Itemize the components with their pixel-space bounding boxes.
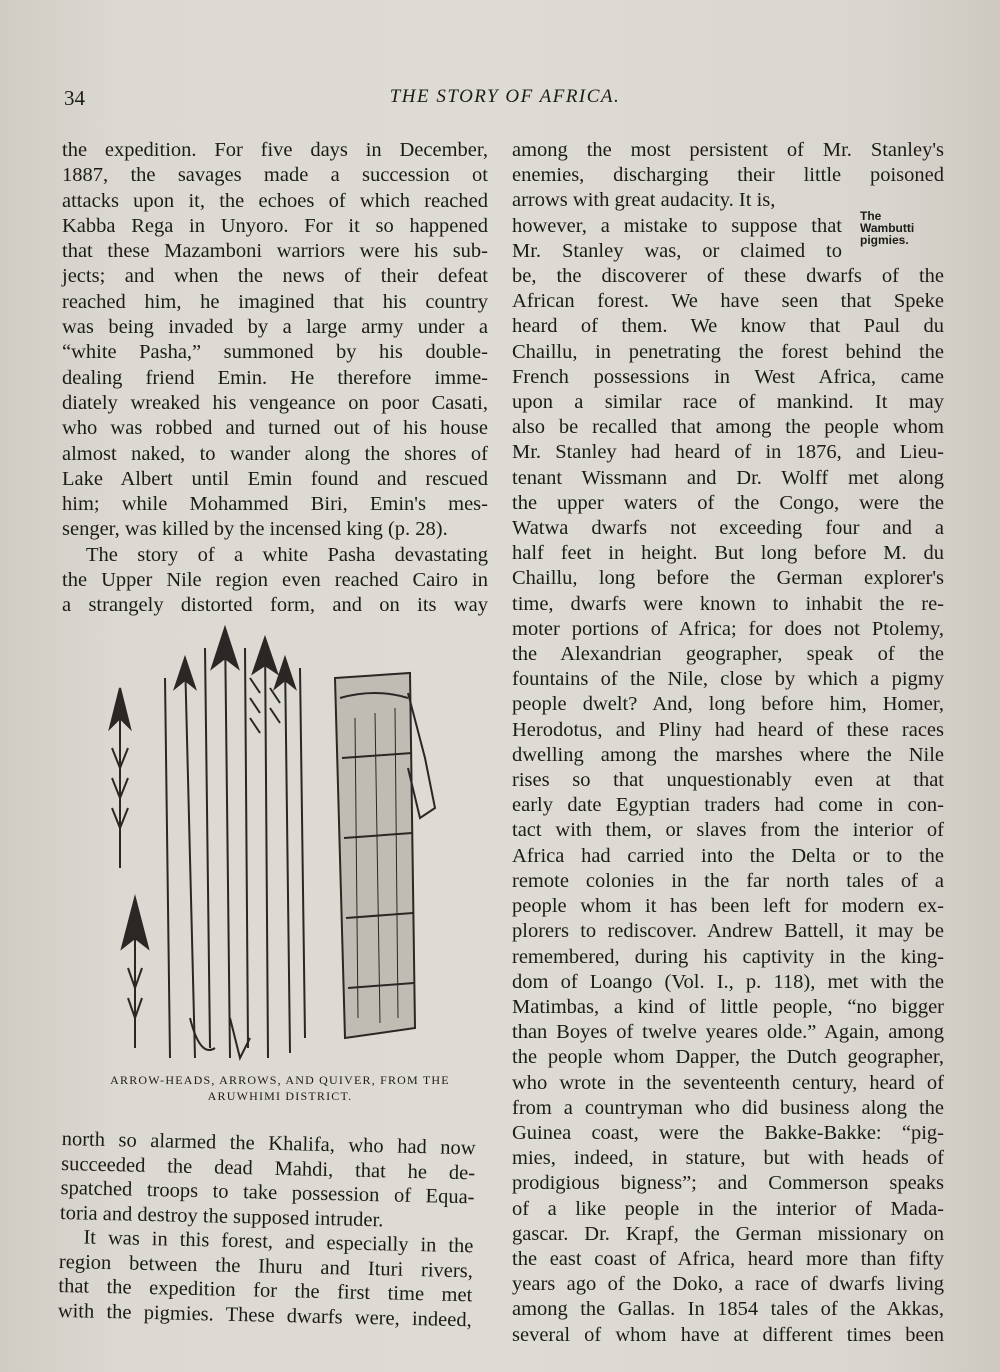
page-number: 34 [64,86,85,110]
text-line: Matimbas, a kind of little people, “no bigger [512,995,944,1018]
left-column-top [62,138,488,619]
text-line: who was robbed and turned out of his house [62,417,488,440]
text-line: of a like people in the interior of Mada- [512,1197,944,1220]
text-line: moter portions of Africa; for does not Ptolemy, [512,617,944,640]
text-line: however, a mistake to suppose that [512,214,842,237]
text-line: was being invaded by a large army under a [62,316,488,339]
text-line: among the most persistent of Mr. Stanley's [512,139,944,161]
text-line: Chaillu, long before the German explorer's [512,567,944,590]
text-line: years ago of the Doko, a race of dwarfs living [512,1273,944,1296]
text-line: senger, was killed by the incensed king (p. 28). [62,518,448,541]
text-line: tact with them, or slaves from the interior of [512,819,944,842]
text-line: than Boyes of twelve yeares olde.” Again, among [512,1021,944,1044]
text-line: among the Gallas. In 1854 tales of the Akkas, [512,1298,944,1321]
text-line: Chaillu, in penetrating the forest behind the [512,340,944,363]
text-line: Mr. Stanley was, or claimed to [512,239,842,262]
text-line: early date Egyptian traders had come in con- [512,794,944,817]
text-line: arrows with great audacity. It is, [512,189,776,212]
text-line: remembered, during his captivity in the king- [512,945,944,968]
text-line: the Upper Nile region even reached Cairo in [62,569,488,592]
text-line: dwelling among the marshes where the Nile [512,743,944,766]
text-line: also be recalled that among the people whom [512,416,944,439]
text-line: several of whom have at different times been [512,1323,944,1346]
text-line: almost naked, to wander along the shores of [62,442,488,465]
text-line: rises so that unquestionably even at that [512,769,944,792]
running-title: THE STORY OF AFRICA. [389,86,621,107]
text-line: fountains of the Nile, close by which a pigmy [512,668,944,691]
text-line: Africa had carried into the Delta or to the [512,844,944,867]
text-line: the Alexandrian geographer, speak of the [512,643,944,666]
text-line: from a countryman who did business along the [512,1096,944,1119]
text-line: prodigious bigness”; and Commerson speaks [512,1172,944,1195]
text-line: It was in this forest, and especially in the [83,1226,474,1258]
text-line: upon a similar race of mankind. It may [512,391,944,414]
text-line: people whom it has been left for modern ex- [512,895,944,918]
text-line: toria and destroy the supposed intruder. [59,1201,384,1231]
caption-line: ARROW-HEADS, ARROWS, AND QUIVER, FROM THE [110,1073,450,1087]
text-line: The story of a white Pasha devastating [86,543,488,566]
text-line: enemies, discharging their little poisoned [512,164,944,187]
text-line: dealing friend Emin. He therefore imme- [62,366,488,389]
text-line: the people whom Dapper, the Dutch geographer, [512,1046,944,1069]
text-line: Watwa dwarfs not exceeding four and a [512,517,944,540]
caption-line: ARUWHIMI DISTRICT. [207,1089,353,1103]
text-line: attacks upon it, the echoes of which reached [62,189,488,212]
text-line: him; while Mohammed Biri, Emin's mes- [62,493,488,516]
text-line: people dwelt? And, long before him, Homer, [512,693,944,716]
margin-note-line: Wambutti [860,221,915,235]
text-line: Guinea coast, were the Bakke-Bakke: “pig- [512,1121,944,1144]
text-line: dom of Loango (Vol. I., p. 118), met with the [512,970,944,993]
text-line: Mr. Stanley had heard of in 1876, and Lieu- [512,441,944,464]
text-line: the east coast of Africa, heard more than fifty [512,1247,944,1270]
text-line: gascar. Dr. Krapf, the German missionary on [512,1222,944,1245]
text-line: Lake Albert until Emin found and rescued [62,467,488,490]
text-line: plorers to rediscover. Andrew Battell, it may be [512,920,944,943]
arrow-bundle [165,628,305,1058]
text-line: that the expedition for the first time met [58,1274,473,1307]
text-line: jects; and when the news of their defeat [62,265,488,288]
text-line: half feet in height. But long before M. du [512,542,944,565]
text-line: region between the Ihuru and Ituri rivers, [58,1250,474,1282]
text-line: spatched troops to take possession of Equa- [60,1176,475,1209]
text-line: north so alarmed the Khalifa, who had now [61,1127,476,1160]
text-line: Kabba Rega in Unyoro. For it so happened [62,214,488,237]
text-line: who wrote in the seventeenth century, heard of [512,1071,944,1094]
text-line: succeeded the dead Mahdi, that he de- [60,1152,476,1184]
text-line: a strangely distorted form, and on its way [62,594,488,617]
text-line: mies, indeed, in stature, but with heads of [512,1147,944,1170]
text-line: with the pigmies. These dwarfs were, indeed, [57,1299,472,1331]
margin-note-line: pigmies. [860,233,909,247]
arrows-quiver-drawing [90,618,470,1068]
text-line: heard of them. We know that Paul du [512,315,944,338]
text-line: Herodotus, and Pliny had heard of these races [512,718,944,741]
text-line: French possessions in West Africa, came [512,365,944,388]
text-line: diately wreaked his vengeance on poor Casati, [62,391,488,414]
text-line: remote colonies in the far north tales of a [512,869,944,892]
text-line: the expedition. For five days in December, [62,139,488,161]
text-line: 1887, the savages made a succession ot [62,164,488,187]
right-column [512,138,944,1348]
left-column-bottom [58,1127,476,1332]
figure-caption [60,1072,500,1104]
page-header [60,86,950,116]
arrows-quiver-illustration [90,618,470,1068]
quiver [335,673,435,1038]
text-line: tenant Wissmann and Dr. Wolff met along [512,466,944,489]
text-line: the upper waters of the Congo, were the [512,491,944,514]
text-line: “white Pasha,” summoned by his double- [62,341,488,364]
text-line: African forest. We have seen that Speke [512,290,944,313]
text-line: be, the discoverer of these dwarfs of the [512,265,944,288]
text-line: reached him, he imagined that his country [62,290,488,313]
margin-note-line: The [860,209,882,223]
text-line: that these Mazamboni warriors were his sub- [62,240,488,263]
text-line: time, dwarfs were known to inhabit the re- [512,592,944,615]
